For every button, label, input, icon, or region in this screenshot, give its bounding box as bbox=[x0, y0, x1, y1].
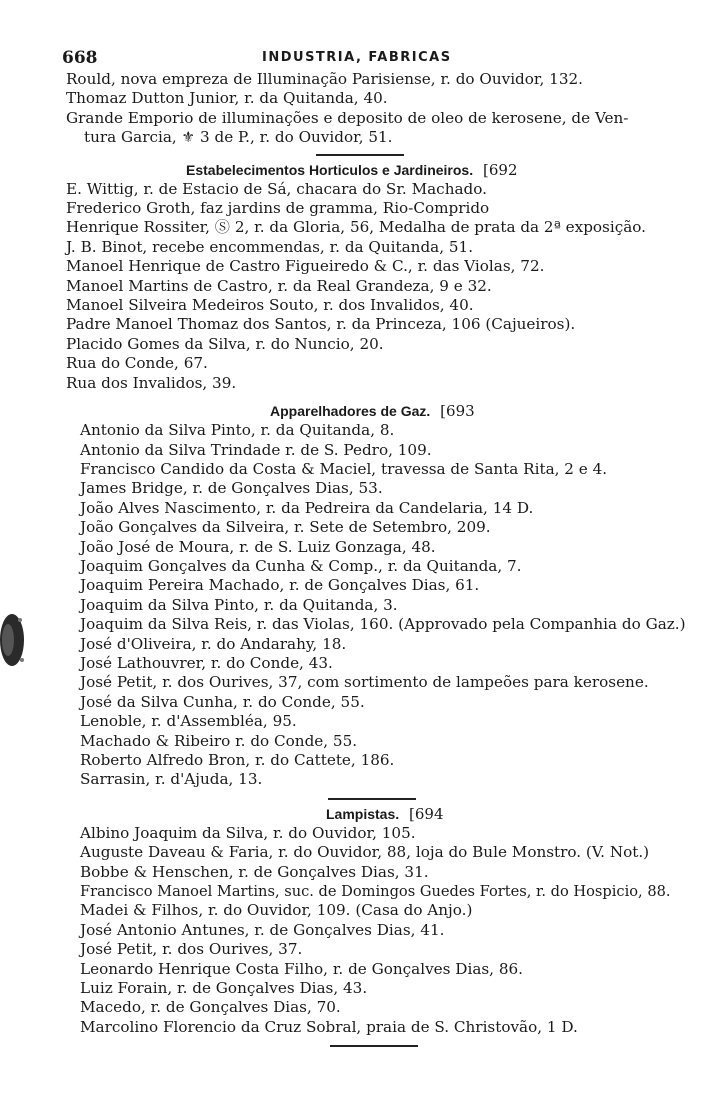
list-item: Antonio da Silva Pinto, r. da Quitanda, 8. bbox=[80, 421, 395, 440]
list-item: Francisco Candido da Costa & Maciel, travessa de Santa Rita, 2 e 4. bbox=[80, 459, 608, 478]
list-item: Manoel Silveira Medeiros Souto, r. dos Invalidos, 40. bbox=[66, 296, 474, 315]
list-item: Padre Manoel Thomaz dos Santos, r. da Princeza, 106 (Cajueiros). bbox=[66, 315, 576, 334]
list-item: Roberto Alfredo Bron, r. do Cattete, 186. bbox=[80, 751, 395, 769]
list-item: Rould, nova empreza de Illuminação Parisiense, r. do Ouvidor, 132. bbox=[66, 70, 583, 88]
list-item: Francisco Manoel Martins, suc. de Domingos Guedes Fortes, r. do Hospicio, 88. bbox=[80, 883, 671, 901]
list-item: James Bridge, r. de Gonçalves Dias, 53. bbox=[80, 479, 383, 498]
section-title: Lampistas. bbox=[326, 805, 400, 822]
list-item: E. Wittig, r. de Estacio de Sá, chacara do Sr. Machado. bbox=[66, 179, 487, 198]
list-item: Marcolino Florencio da Cruz Sobral, praia de S. Christovão, 1 D. bbox=[80, 1017, 578, 1036]
list-item: Leonardo Henrique Costa Filho, r. de Gonçalves Dias, 86. bbox=[80, 959, 523, 978]
list-item: Bobbe & Henschen, r. de Gonçalves Dias, 31. bbox=[80, 862, 429, 881]
list-item: José da Silva Cunha, r. do Conde, 55. bbox=[80, 692, 365, 711]
list-item: José Lathouvrer, r. do Conde, 43. bbox=[80, 653, 333, 672]
list-item: Grande Emporio de illuminações e deposito de oleo de kerosene, de Ven- bbox=[66, 108, 629, 127]
section-divider bbox=[330, 1045, 418, 1047]
list-item: Antonio da Silva Trindade r. de S. Pedro, 109. bbox=[80, 440, 432, 459]
list-item: José Petit, r. dos Ourives, 37, com sortimento de lampeões para kerosene. bbox=[80, 673, 649, 692]
list-item: Manoel Henrique de Castro Figueiredo & C., r. das Violas, 72. bbox=[66, 257, 545, 276]
section-number: [693 bbox=[440, 402, 475, 421]
list-item: Manoel Martins de Castro, r. da Real Grandeza, 9 e 32. bbox=[66, 276, 492, 295]
list-item: Machado & Ribeiro r. do Conde, 55. bbox=[80, 731, 358, 750]
list-item: Madei & Filhos, r. do Ouvidor, 109. (Casa do Anjo.) bbox=[80, 901, 473, 920]
list-item: Henrique Rossiter, Ⓢ 2, r. da Gloria, 56, Medalha de prata da 2ª exposição. bbox=[66, 218, 646, 237]
page-edge-blot bbox=[0, 608, 30, 672]
running-title: INDUSTRIA, FABRICAS bbox=[262, 50, 452, 65]
list-item: Joaquim da Silva Reis, r. das Violas, 160. (Approvado pela Companhia do Gaz.) bbox=[80, 615, 686, 634]
section-title: Estabelecimentos Horticulos e Jardineiros. bbox=[186, 161, 474, 178]
list-item: Albino Joaquim da Silva, r. do Ouvidor, 105. bbox=[80, 823, 416, 842]
section-heading bbox=[66, 401, 716, 421]
list-item: Auguste Daveau & Faria, r. do Ouvidor, 88, loja do Bule Monstro. (V. Not.) bbox=[80, 843, 650, 862]
section-divider bbox=[316, 154, 404, 156]
list-item: José d'Oliveira, r. do Andarahy, 18. bbox=[80, 634, 347, 653]
list-item: Rua dos Invalidos, 39. bbox=[66, 373, 237, 392]
list-item: Joaquim Gonçalves da Cunha & Comp., r. da Quitanda, 7. bbox=[80, 556, 522, 575]
section-number: [692 bbox=[483, 160, 518, 179]
list-item: José Antonio Antunes, r. de Gonçalves Dias, 41. bbox=[80, 920, 445, 939]
list-item: Joaquim Pereira Machado, r. de Gonçalves Dias, 61. bbox=[80, 576, 480, 595]
section-heading bbox=[66, 804, 716, 824]
section-title: Apparelhadores de Gaz. bbox=[270, 403, 431, 420]
section-number: [694 bbox=[409, 804, 444, 823]
list-item-continuation: tura Garcia, ⚜ 3 de P., r. do Ouvidor, 51. bbox=[84, 128, 393, 147]
list-item: João José de Moura, r. de S. Luiz Gonzaga, 48. bbox=[80, 537, 436, 556]
list-item: Luiz Forain, r. de Gonçalves Dias, 43. bbox=[80, 979, 368, 998]
list-item: Lenoble, r. d'Assembléa, 95. bbox=[80, 712, 297, 731]
list-item: Rua do Conde, 67. bbox=[66, 354, 208, 373]
directory-listing bbox=[66, 70, 716, 1051]
section-heading bbox=[66, 160, 716, 180]
list-item: J. B. Binot, recebe encommendas, r. da Quitanda, 51. bbox=[66, 237, 474, 256]
list-item: Joaquim da Silva Pinto, r. da Quitanda, 3. bbox=[80, 595, 398, 614]
list-item: João Alves Nascimento, r. da Pedreira da Candelaria, 14 D. bbox=[80, 498, 534, 517]
page-number: 668 bbox=[62, 48, 98, 68]
list-item: Thomaz Dutton Junior, r. da Quitanda, 40. bbox=[66, 89, 388, 108]
list-item: Macedo, r. de Gonçalves Dias, 70. bbox=[80, 998, 341, 1017]
list-item: João Gonçalves da Silveira, r. Sete de Setembro, 209. bbox=[80, 518, 491, 537]
list-item: Frederico Groth, faz jardins de gramma, Rio-Comprido bbox=[66, 199, 490, 218]
page-header bbox=[62, 48, 502, 70]
list-item: Sarrasin, r. d'Ajuda, 13. bbox=[80, 770, 263, 789]
list-item: José Petit, r. dos Ourives, 37. bbox=[80, 940, 303, 959]
section-divider bbox=[328, 798, 416, 800]
list-item: Placido Gomes da Silva, r. do Nuncio, 20. bbox=[66, 334, 384, 353]
